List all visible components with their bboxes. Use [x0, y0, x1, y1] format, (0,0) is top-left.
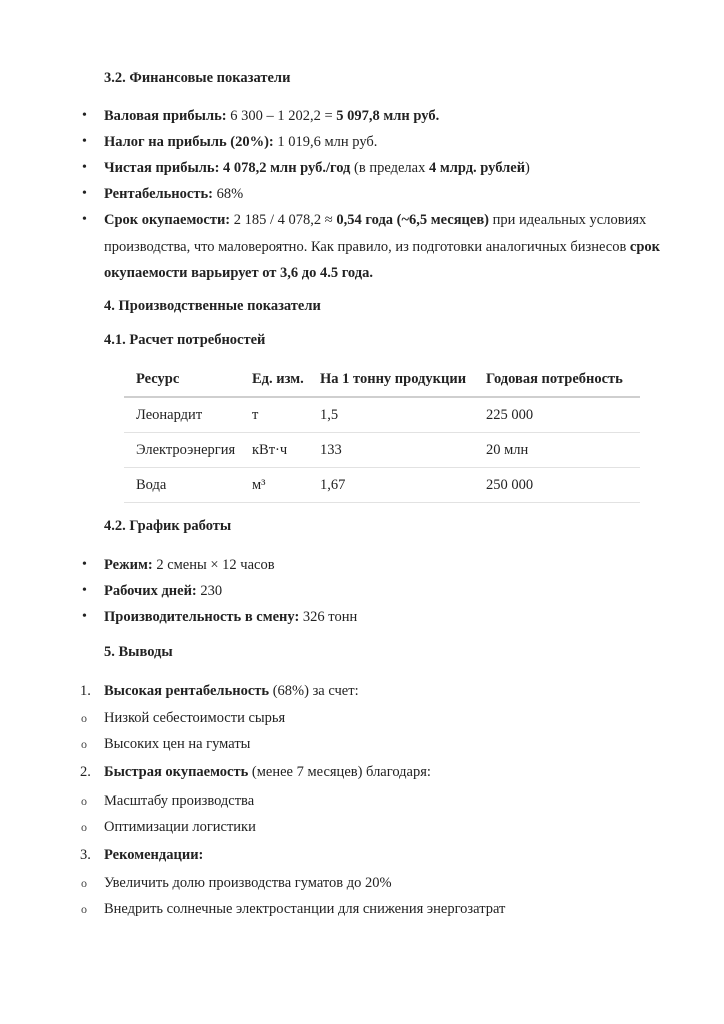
conclusion-1-rest: (68%) за счет: — [269, 683, 359, 699]
table-row — [124, 468, 640, 503]
list-item-profitability — [104, 185, 243, 203]
profitability-label: Рентабельность: — [104, 186, 213, 202]
tax-value: 1 019,6 млн руб. — [273, 134, 378, 150]
payback-line-3: окупаемости варьирует от 3,6 до 4.5 года. — [104, 265, 373, 281]
payback-label: Срок окупаемости: — [104, 212, 231, 228]
net-profit-mid: (в пределах — [350, 160, 429, 176]
bullet-icon: • — [82, 557, 87, 572]
bullet-icon: • — [82, 108, 87, 123]
gross-profit-label: Валовая прибыль: — [104, 108, 227, 124]
circle-bullet-icon: o — [81, 902, 87, 916]
table-header-row — [124, 362, 640, 397]
table-cell: 250 000 — [474, 468, 640, 503]
conclusion-2-rest: (менее 7 месяцев) благодаря: — [248, 764, 431, 780]
conclusion-1-bold: Высокая рентабельность — [104, 683, 270, 699]
table-cell: Леонардит — [124, 397, 240, 433]
payback-calc: 2 185 / 4 078,2 ≈ — [230, 212, 337, 228]
list-item-net-profit — [104, 159, 530, 177]
net-profit-limit: 4 млрд. рублей — [428, 160, 526, 176]
table-cell: 133 — [308, 433, 474, 468]
list-item-mode — [104, 556, 275, 574]
sub-list-item: Масштабу производства — [104, 793, 255, 809]
table-header-cell: Годовая потребность — [474, 362, 640, 397]
payback-line-2-text: производства, что маловероятно. Как правило, из подготовки аналогичных бизнесов — [104, 239, 630, 255]
section-heading-schedule: 4.2. График работы — [104, 518, 232, 534]
bullet-icon: • — [82, 583, 87, 598]
bullet-icon: • — [82, 609, 87, 624]
sub-list-item: Внедрить солнечные электростанции для снижения энергозатрат — [104, 901, 506, 917]
list-number: 1. — [80, 683, 91, 699]
bullet-icon: • — [82, 186, 87, 201]
table-row — [124, 397, 640, 433]
sub-list-item: Увеличить долю производства гуматов до 20% — [104, 875, 392, 891]
table-header-cell: Ресурс — [124, 362, 240, 397]
circle-bullet-icon: o — [81, 876, 87, 890]
table-cell: 225 000 — [474, 397, 640, 433]
bullet-icon: • — [82, 134, 87, 149]
sub-list-item: Высоких цен на гуматы — [104, 736, 251, 752]
payback-line-2 — [104, 238, 660, 256]
table-header-cell: На 1 тонну продукции — [308, 362, 474, 397]
circle-bullet-icon: o — [81, 820, 87, 834]
sub-list-item: Оптимизации логистики — [104, 819, 256, 835]
list-item-work-days — [104, 582, 222, 600]
table-cell: 1,67 — [308, 468, 474, 503]
bullet-icon: • — [82, 212, 87, 227]
mode-value: 2 смены × 12 часов — [152, 557, 275, 573]
list-item-gross-profit — [104, 107, 439, 125]
gross-profit-calc: 6 300 – 1 202,2 = — [226, 108, 337, 124]
list-item-tax — [104, 133, 377, 151]
table-cell: кВт·ч — [240, 433, 308, 468]
payback-line-2-bold: срок — [629, 239, 661, 255]
table-cell: 20 млн — [474, 433, 640, 468]
gross-profit-result: 5 097,8 млн руб. — [336, 108, 440, 124]
table-cell: 1,5 — [308, 397, 474, 433]
conclusion-2-bold: Быстрая окупаемость — [104, 764, 249, 780]
net-profit-end: ) — [525, 160, 530, 176]
payback-tail: при идеальных условиях — [489, 212, 647, 228]
work-days-value: 230 — [196, 583, 223, 599]
profitability-value: 68% — [212, 186, 244, 202]
bullet-icon: • — [82, 160, 87, 175]
shift-performance-label: Производительность в смену: — [104, 609, 300, 625]
table-cell: т — [240, 397, 308, 433]
table-cell: Электроэнергия — [124, 433, 240, 468]
circle-bullet-icon: o — [81, 794, 87, 808]
conclusion-item-1 — [104, 682, 359, 700]
section-heading-conclusions: 5. Выводы — [104, 644, 173, 660]
tax-label: Налог на прибыль (20%): — [104, 134, 274, 150]
work-days-label: Рабочих дней: — [104, 583, 197, 599]
sub-list-item: Низкой себестоимости сырья — [104, 710, 286, 726]
payback-result: 0,54 года (~6,5 месяцев) — [336, 212, 489, 228]
mode-label: Режим: — [104, 557, 153, 573]
list-number: 3. — [80, 847, 91, 863]
table-cell: м³ — [240, 468, 308, 503]
requirements-table — [124, 362, 640, 503]
list-item-payback — [104, 211, 646, 229]
table-row — [124, 433, 640, 468]
section-heading-production: 4. Производственные показатели — [104, 298, 321, 314]
table-header-cell: Ед. изм. — [240, 362, 308, 397]
list-item-shift-performance — [104, 608, 357, 626]
list-number: 2. — [80, 764, 91, 780]
section-heading-financial: 3.2. Финансовые показатели — [104, 70, 291, 86]
conclusion-item-3: Рекомендации: — [104, 847, 204, 863]
conclusion-item-2 — [104, 763, 431, 781]
section-heading-requirements: 4.1. Расчет потребностей — [104, 332, 266, 348]
circle-bullet-icon: o — [81, 711, 87, 725]
net-profit-label: Чистая прибыль: 4 078,2 млн руб./год — [104, 160, 351, 176]
table-cell: Вода — [124, 468, 240, 503]
shift-performance-value: 326 тонн — [299, 609, 358, 625]
circle-bullet-icon: o — [81, 737, 87, 751]
